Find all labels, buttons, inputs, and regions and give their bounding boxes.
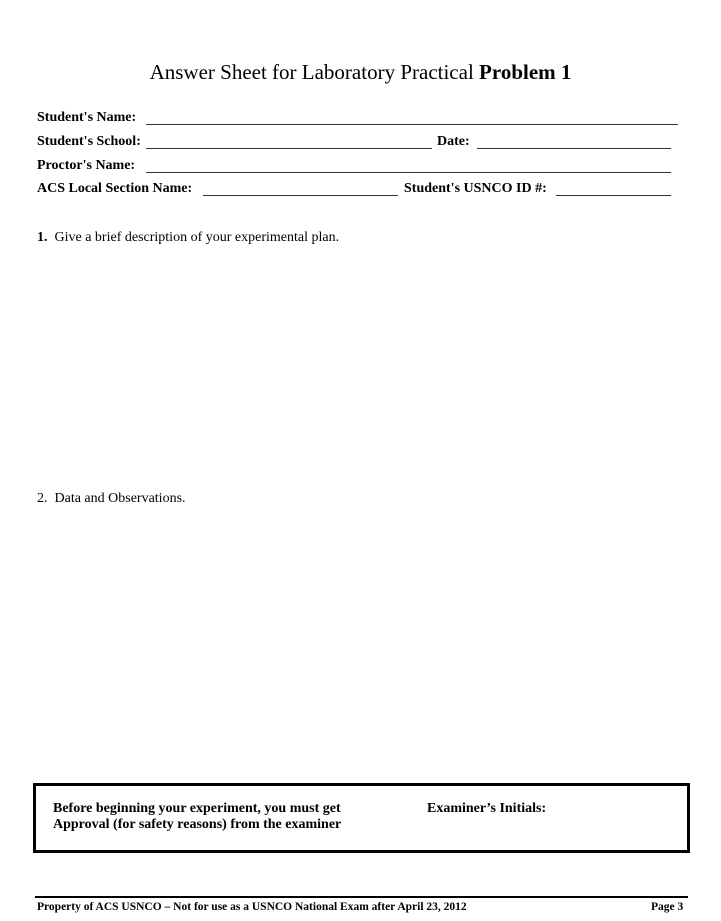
question-2 [37,491,186,507]
student-school-label: Student's School: [37,134,141,149]
question-1-number: 1. [37,230,48,245]
usnco-id-label: Student's USNCO ID #: [404,181,547,196]
question-1 [37,230,339,246]
footer-notice: Property of ACS USNCO – Not for use as a USNCO National Exam after April 23, 2012 [37,901,467,913]
date-field[interactable] [477,148,671,149]
title-prefix: Answer Sheet for Laboratory Practical [149,60,480,84]
student-name-label: Student's Name: [37,110,137,125]
question-2-text: Data and Observations. [54,491,186,506]
page-number: Page 3 [651,901,684,913]
approval-instructions [53,801,341,833]
proctor-name-field[interactable] [146,172,671,173]
answer-area-1[interactable] [37,255,687,480]
approval-box-underline [33,852,690,853]
acs-local-section-field[interactable] [203,195,398,196]
question-2-number: 2. [37,491,48,506]
question-1-text: Give a brief description of your experimental plan. [54,230,340,245]
examiner-initials-label: Examiner’s Initials: [427,801,547,816]
approval-line-1: Before beginning your experiment, you must get [53,801,341,816]
title-bold: Problem 1 [479,60,572,84]
footer-rule [35,896,688,898]
proctor-name-label: Proctor's Name: [37,158,136,173]
acs-local-section-label: ACS Local Section Name: [37,181,193,196]
student-school-field[interactable] [146,148,432,149]
approval-line-2: Approval (for safety reasons) from the examiner [53,817,342,832]
date-label: Date: [437,134,470,149]
usnco-id-field[interactable] [556,195,671,196]
page-title [0,60,721,85]
examiner-initials-field[interactable] [560,795,680,835]
answer-area-2[interactable] [37,515,687,775]
student-name-field[interactable] [146,124,678,125]
